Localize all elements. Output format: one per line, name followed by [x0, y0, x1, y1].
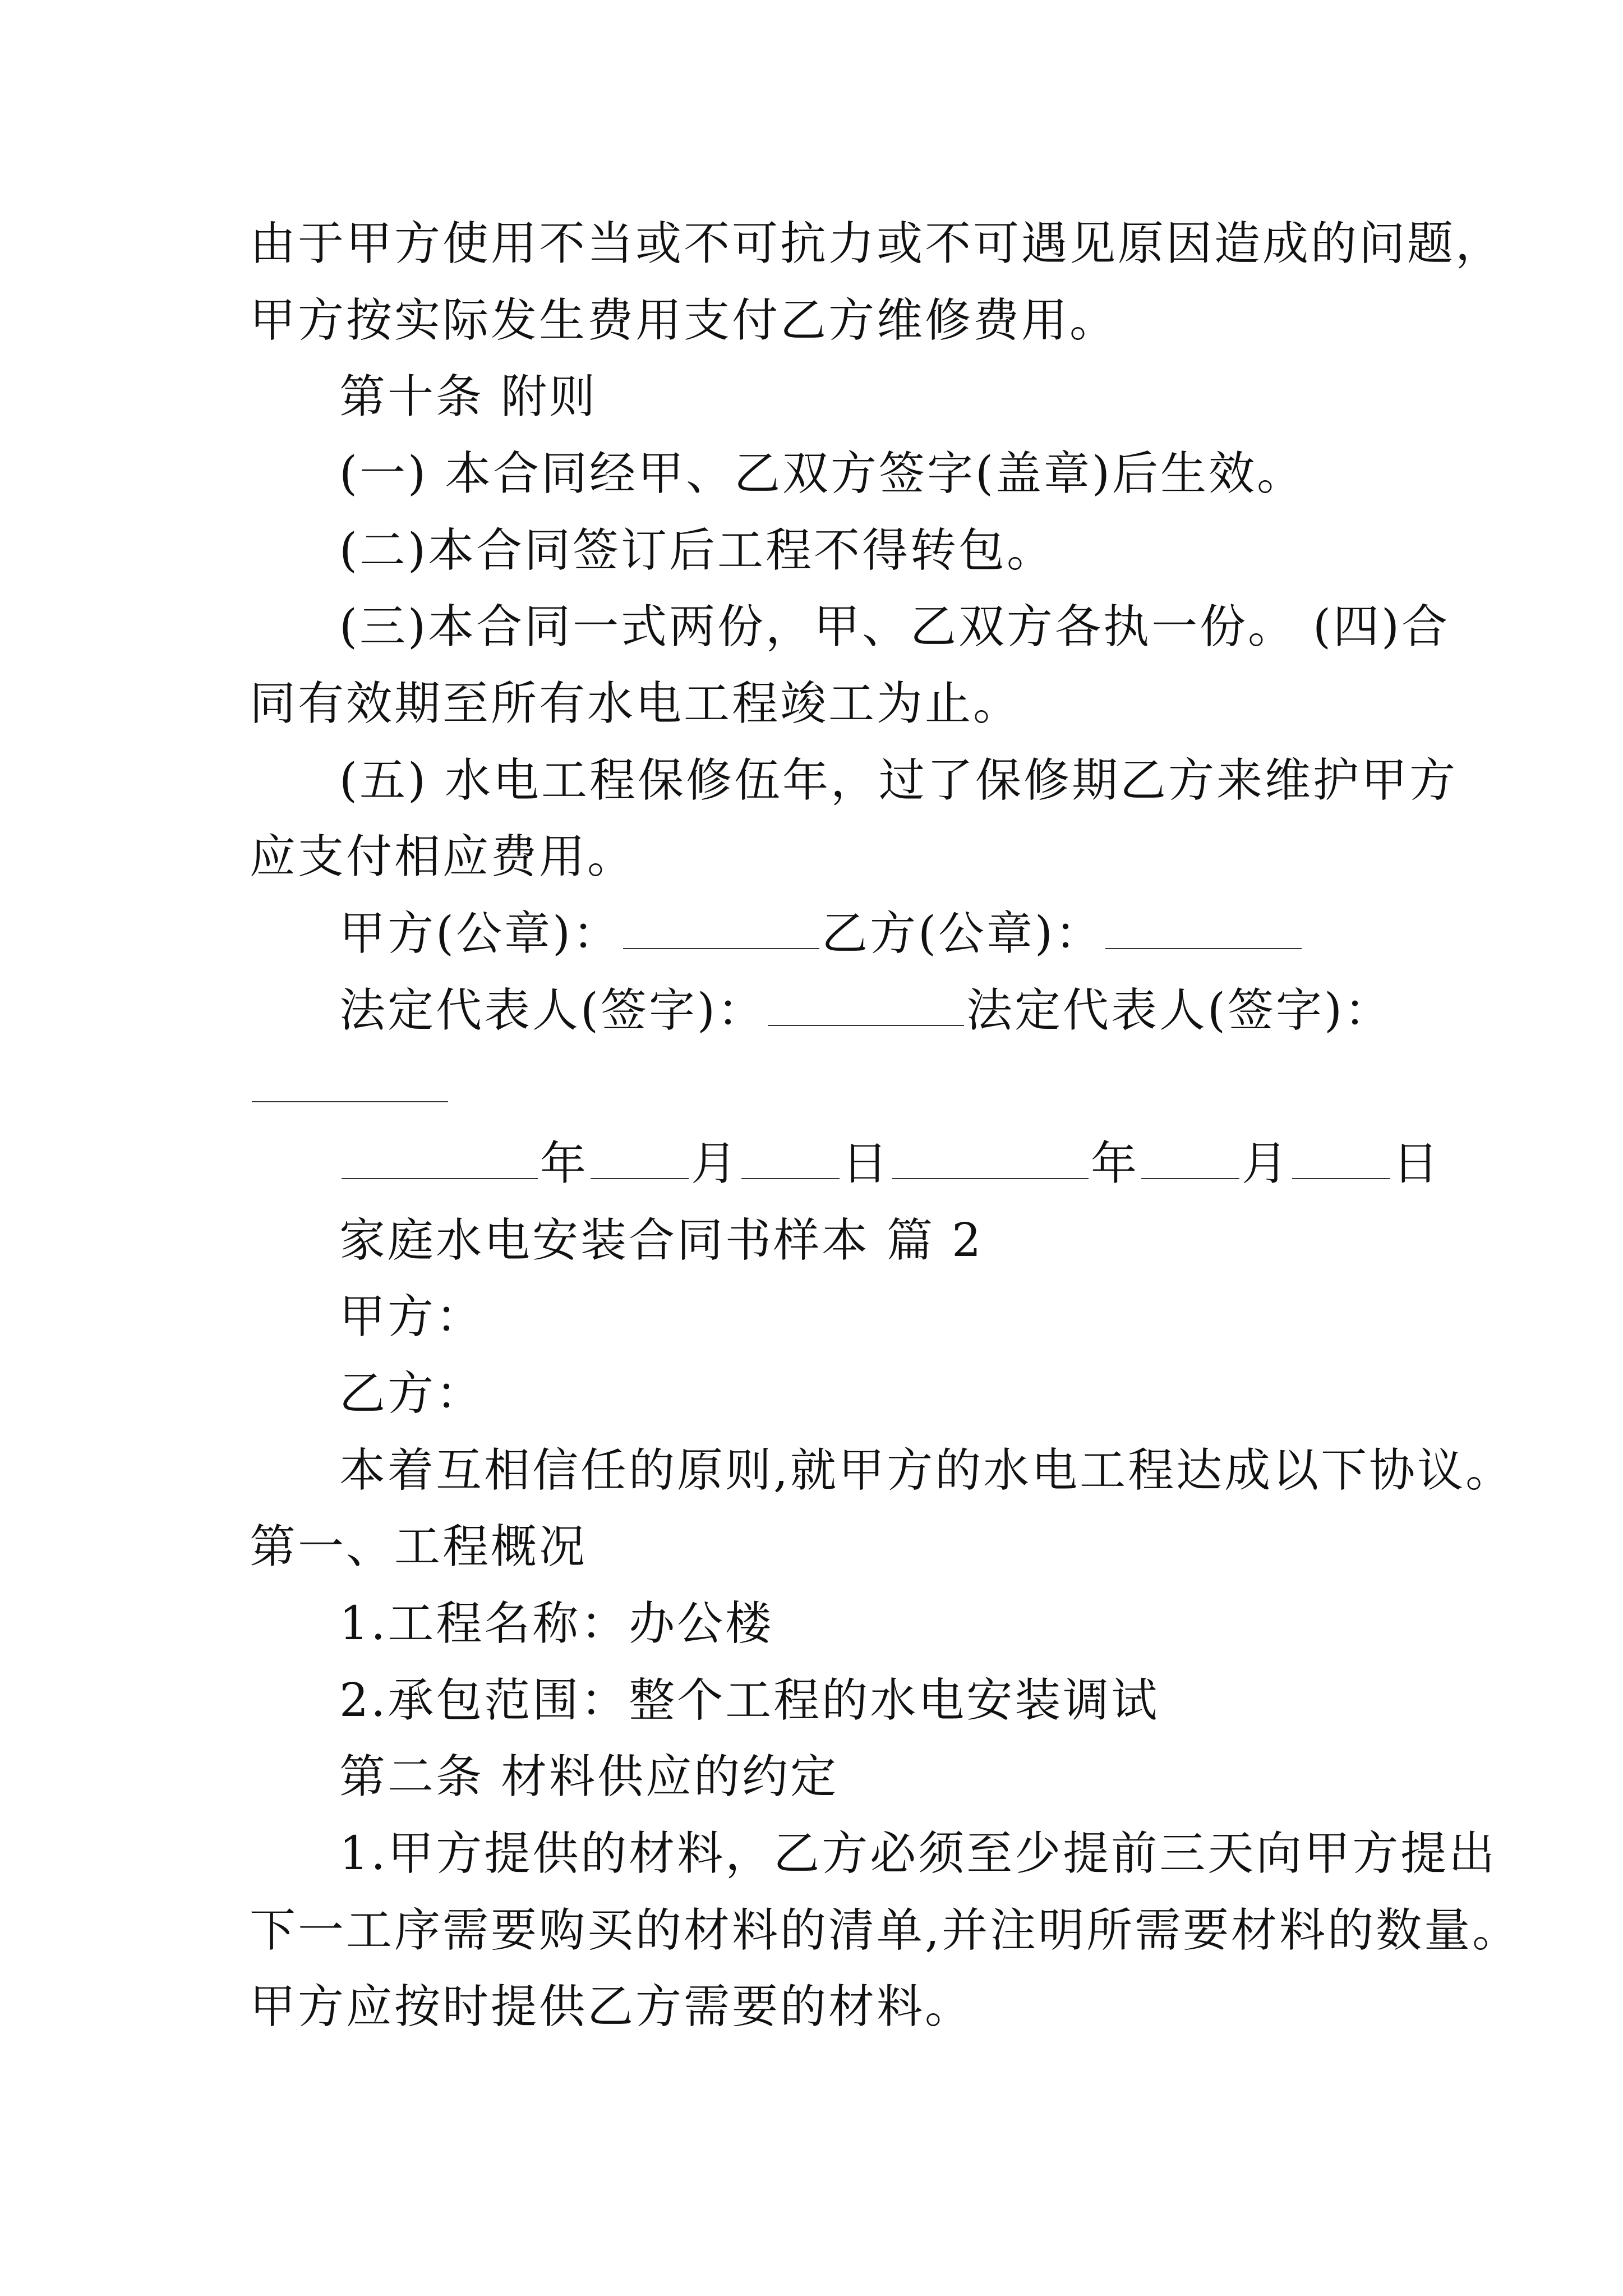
legal-rep-a-blank [768, 1024, 964, 1026]
legal-rep-b-label: 法定代表人(签字)： [966, 984, 1393, 1037]
party-b-label: 乙方： [339, 1367, 485, 1420]
intro-paragraph: 本着互相信任的原则,就甲方的水电工程达成以下协议。 [339, 1444, 1514, 1497]
month-label: 月 [1242, 1137, 1290, 1190]
party-a-seal-blank [623, 947, 819, 949]
month-label: 月 [691, 1137, 740, 1190]
seal-line [339, 906, 1304, 962]
month-blank-a [591, 1177, 689, 1179]
section-title: 家庭水电安装合同书样本 篇 2 [339, 1214, 984, 1267]
date-line [339, 1136, 1441, 1192]
clause-item: (三)本合同一式两份，甲、乙双方各执一份。 (四)合 [339, 600, 1450, 654]
clause-item: 1.工程名称：办公楼 [339, 1597, 774, 1650]
article-heading: 第一、工程概况 [250, 1520, 588, 1573]
clause-item: (二)本合同签订后工程不得转包。 [339, 524, 1055, 577]
legal-rep-line [339, 983, 1393, 1039]
clause-item: 同有效期至所有水电工程竣工为止。 [250, 677, 1022, 730]
year-label: 年 [1091, 1137, 1140, 1190]
article-heading: 第二条 材料供应的约定 [339, 1750, 839, 1803]
clause-item: 1.甲方提供的材料，乙方必须至少提前三天向甲方提出 [339, 1827, 1497, 1880]
article-heading: 第十条 附则 [339, 370, 598, 424]
year-label: 年 [540, 1137, 589, 1190]
clause-item: 2.承包范围：整个工程的水电安装调试 [339, 1674, 1160, 1727]
party-b-seal-label: 乙方(公章)： [821, 907, 1103, 960]
legal-rep-b-blank [252, 1100, 448, 1102]
party-a-label: 甲方： [339, 1290, 485, 1343]
clause-item: 应支付相应费用。 [250, 830, 636, 884]
clause-item: 甲方应按时提供乙方需要的材料。 [250, 1980, 974, 2033]
day-blank-b [1292, 1177, 1390, 1179]
clause-item: (五) 水电工程保修伍年，过了保修期乙方来维护甲方 [339, 754, 1458, 807]
paragraph-line: 甲方按实际发生费用支付乙方维修费用。 [250, 294, 1118, 347]
day-label: 日 [1393, 1137, 1441, 1190]
clause-item: (一) 本合同经甲、乙双方签字(盖章)后生效。 [339, 447, 1306, 500]
year-blank-b [892, 1177, 1089, 1179]
legal-rep-a-label: 法定代表人(签字)： [339, 984, 766, 1037]
clause-item: 下一工序需要购买的材料的清单,并注明所需要材料的数量。 [250, 1904, 1521, 1957]
day-blank-a [741, 1177, 840, 1179]
year-blank-a [342, 1177, 538, 1179]
legal-rep-b-blank-line [250, 1059, 450, 1115]
party-b-seal-blank [1105, 947, 1302, 949]
paragraph-line: 由于甲方使用不当或不可抗力或不可遇见原因造成的问题， [250, 217, 1504, 270]
party-a-seal-label: 甲方(公章)： [339, 907, 621, 960]
day-label: 日 [842, 1137, 891, 1190]
month-blank-b [1141, 1177, 1239, 1179]
